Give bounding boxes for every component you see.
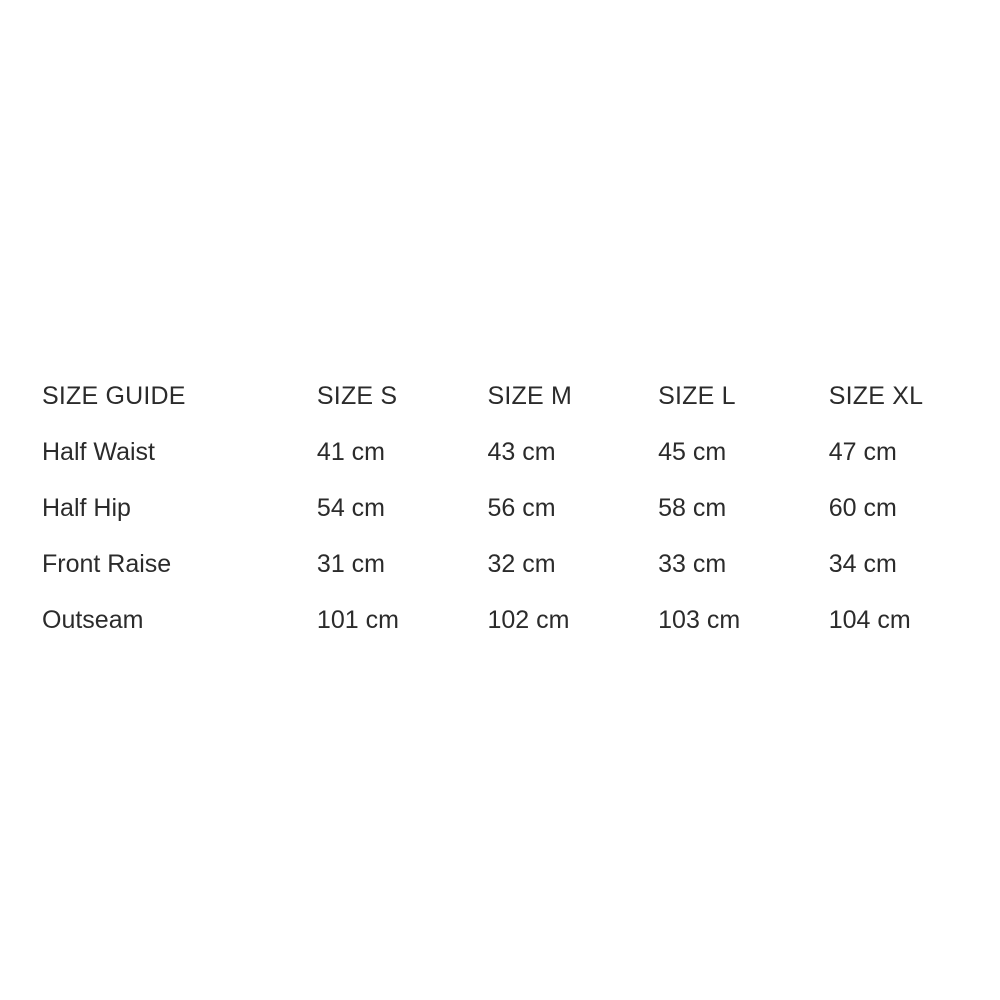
table-header-size-l: SIZE L xyxy=(658,382,736,410)
cell-front-raise-xl: 34 cm xyxy=(828,550,897,578)
cell-half-waist-l: 45 cm xyxy=(658,438,727,466)
table-header xyxy=(42,368,1000,424)
table-row xyxy=(42,480,1000,536)
table-body xyxy=(42,424,1000,648)
table-row xyxy=(42,424,1000,480)
table-header-size-xl: SIZE XL xyxy=(828,382,924,410)
cell-outseam-xl: 104 cm xyxy=(828,606,911,634)
table-row xyxy=(42,536,1000,592)
cell-half-hip-s: 54 cm xyxy=(316,494,386,522)
cell-half-waist-m: 43 cm xyxy=(487,438,556,466)
table-header-size-m: SIZE M xyxy=(487,382,573,410)
cell-front-raise-l: 33 cm xyxy=(658,550,727,578)
cell-half-hip-m: 56 cm xyxy=(487,494,556,522)
row-label-half-hip: Half Hip xyxy=(42,494,131,522)
row-label-half-waist: Half Waist xyxy=(42,438,155,466)
cell-half-hip-l: 58 cm xyxy=(658,494,727,522)
table-header-row xyxy=(42,368,1000,424)
cell-front-raise-m: 32 cm xyxy=(487,550,556,578)
cell-outseam-s: 101 cm xyxy=(316,606,399,634)
size-guide-table xyxy=(42,368,1000,648)
cell-front-raise-s: 31 cm xyxy=(316,550,386,578)
row-label-front-raise: Front Raise xyxy=(42,550,172,578)
row-label-outseam: Outseam xyxy=(42,606,144,634)
table-header-size-guide: SIZE GUIDE xyxy=(42,382,186,410)
table-header-size-s: SIZE S xyxy=(316,382,398,410)
cell-half-waist-s: 41 cm xyxy=(316,438,386,466)
cell-outseam-m: 102 cm xyxy=(487,606,570,634)
table-row xyxy=(42,592,1000,648)
cell-outseam-l: 103 cm xyxy=(658,606,741,634)
cell-half-hip-xl: 60 cm xyxy=(828,494,897,522)
cell-half-waist-xl: 47 cm xyxy=(828,438,897,466)
